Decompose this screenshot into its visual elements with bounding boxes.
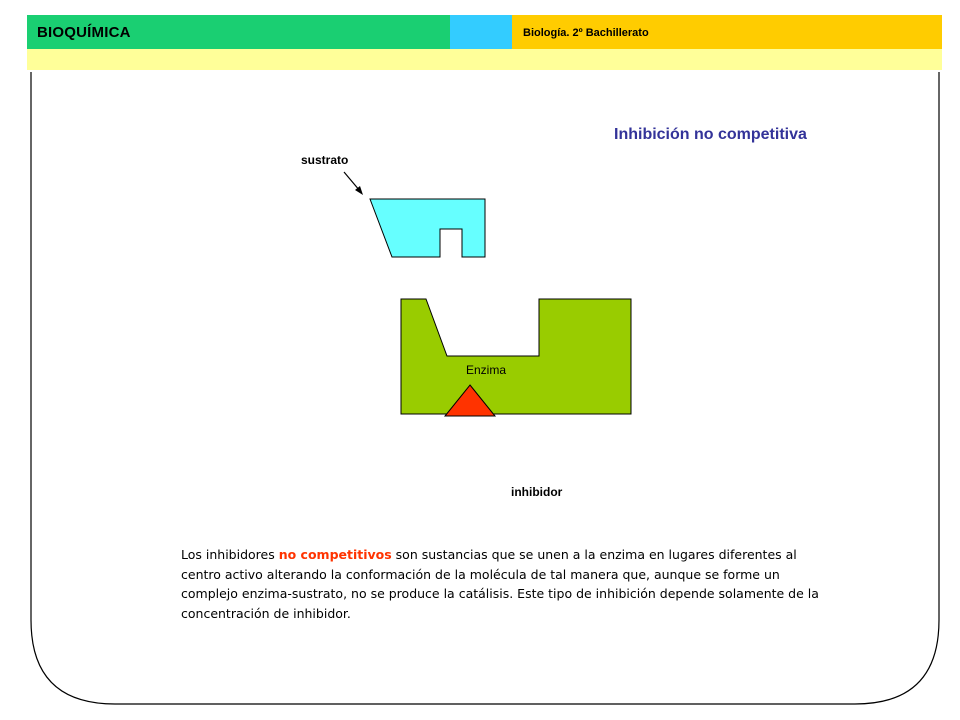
substrate-label: sustrato bbox=[301, 153, 349, 167]
description-highlight: no competitivos bbox=[278, 547, 392, 562]
header-title: BIOQUÍMICA bbox=[37, 24, 131, 41]
description-part1: Los inhibidores bbox=[181, 547, 279, 562]
description-part2: son sustancias que se unen a la enzima en lugares diferentes al centro activo alterando la conformación de la molécula de tal manera que, aunque se forme un complejo enzima-sustrato, no se produce la catálisis. Este tipo de inhibición depende solamente de la concentración de inhibidor. bbox=[181, 547, 819, 621]
enzyme-shape bbox=[401, 299, 631, 414]
inhibitor-label: inhibidor bbox=[511, 485, 563, 499]
slide-title: Inhibición no competitiva bbox=[614, 126, 807, 143]
description-text bbox=[181, 545, 831, 623]
substrate-shape bbox=[370, 199, 485, 257]
header-subtitle: Biología. 2º Bachillerato bbox=[523, 27, 649, 39]
substrate-arrow bbox=[344, 172, 363, 195]
enzyme-label: Enzima bbox=[466, 363, 507, 377]
